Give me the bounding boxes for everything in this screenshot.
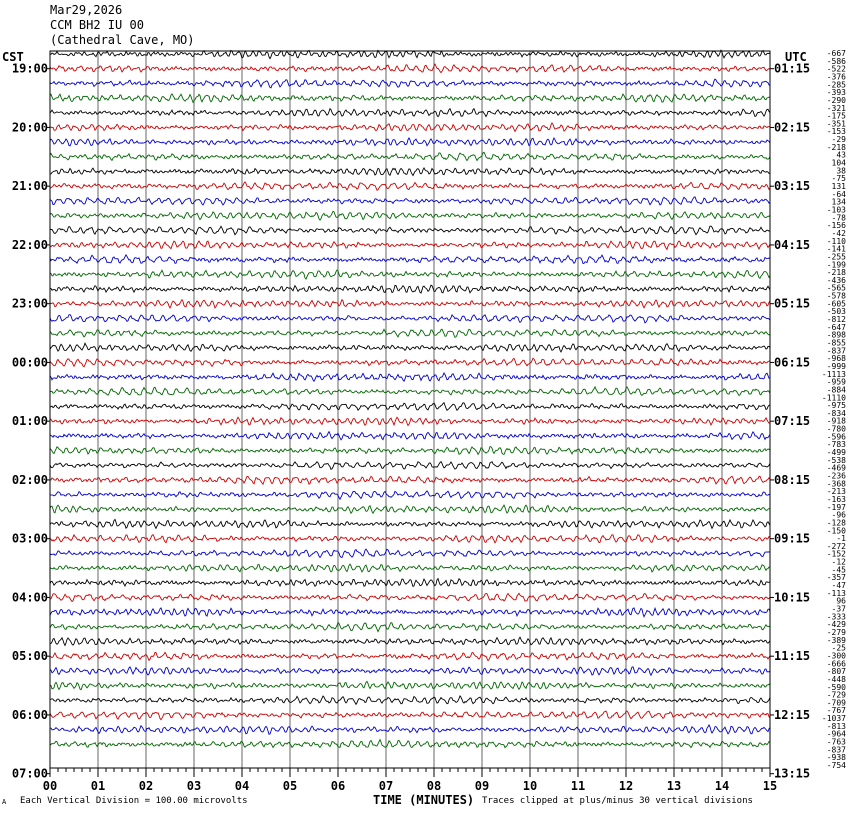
trace-mean-label: -1 bbox=[836, 534, 846, 544]
trace-mean-label: -898 bbox=[826, 330, 846, 340]
trace-mean-label: -290 bbox=[826, 95, 846, 105]
trace-mean-label: -357 bbox=[826, 573, 846, 583]
trace-mean-label: -96 bbox=[831, 510, 846, 520]
trace-row bbox=[50, 652, 770, 660]
left-hour-label: 21:00 bbox=[11, 179, 48, 194]
trace-mean-label: -975 bbox=[826, 401, 846, 411]
trace-mean-label: -763 bbox=[826, 737, 846, 747]
trace-mean-label: -538 bbox=[826, 455, 846, 465]
left-hour-label: 20:00 bbox=[11, 120, 48, 135]
x-axis-title: TIME (MINUTES) bbox=[373, 793, 475, 807]
trace-row bbox=[50, 285, 770, 293]
trace-row bbox=[50, 64, 770, 72]
trace-mean-label: -780 bbox=[826, 424, 846, 434]
trace-mean-label: -236 bbox=[826, 471, 846, 481]
trace-row bbox=[50, 696, 770, 704]
trace-mean-label: -767 bbox=[826, 706, 846, 716]
trace-mean-label: -855 bbox=[826, 338, 846, 348]
trace-mean-label: -37 bbox=[831, 604, 846, 614]
trace-row bbox=[50, 432, 770, 440]
clip-note: Traces clipped at plus/minus 30 vertical divisions bbox=[482, 796, 753, 806]
header-location: (Cathedral Cave, MO) bbox=[50, 33, 195, 47]
trace-row bbox=[50, 711, 770, 720]
right-hour-label: 04:15 bbox=[774, 237, 811, 252]
trace-row bbox=[50, 315, 770, 323]
trace-row bbox=[50, 270, 770, 279]
left-hour-label: 05:00 bbox=[11, 649, 48, 664]
trace-mean-label: -175 bbox=[826, 111, 846, 121]
trace-row bbox=[50, 197, 770, 205]
trace-mean-label: -64 bbox=[831, 189, 846, 199]
trace-mean-label: -578 bbox=[826, 291, 846, 301]
trace-mean-label: -376 bbox=[826, 72, 846, 82]
trace-row bbox=[50, 740, 770, 748]
trace-mean-label: -47 bbox=[831, 581, 846, 591]
trace-mean-label: -565 bbox=[826, 283, 846, 293]
trace-mean-label: -279 bbox=[826, 627, 846, 637]
right-hour-label: 10:15 bbox=[774, 590, 811, 605]
x-tick-label: 14 bbox=[714, 779, 730, 793]
trace-mean-label: -110 bbox=[826, 236, 846, 246]
trace-row bbox=[50, 519, 770, 528]
trace-mean-label: -128 bbox=[826, 518, 846, 528]
x-tick-label: 03 bbox=[186, 779, 202, 793]
trace-mean-label: -812 bbox=[826, 315, 846, 325]
trace-row bbox=[50, 329, 770, 337]
left-hour-label: 22:00 bbox=[11, 237, 48, 252]
trace-row bbox=[50, 681, 770, 689]
trace-mean-label: -218 bbox=[826, 142, 846, 152]
x-tick-label: 12 bbox=[618, 779, 634, 793]
right-hour-label: 05:15 bbox=[774, 296, 811, 311]
x-tick-label: 07 bbox=[378, 779, 394, 793]
trace-mean-label: -709 bbox=[826, 698, 846, 708]
trace-mean-label: -150 bbox=[826, 526, 846, 536]
seismic-traces bbox=[50, 50, 770, 747]
trace-row bbox=[50, 667, 770, 675]
trace-mean-label: -75 bbox=[831, 174, 846, 184]
trace-mean-label: -156 bbox=[826, 221, 846, 231]
trace-mean-label: -255 bbox=[826, 252, 846, 262]
trace-mean-label: -12 bbox=[831, 557, 846, 567]
left-time-axis bbox=[12, 62, 50, 814]
trace-row bbox=[50, 417, 770, 425]
trace-mean-label: -590 bbox=[826, 682, 846, 692]
trace-mean-label: -436 bbox=[826, 275, 846, 285]
x-tick-label: 08 bbox=[426, 779, 442, 793]
trace-mean-label: -968 bbox=[826, 354, 846, 364]
trace-mean-label: -666 bbox=[826, 659, 846, 669]
trace-mean-label: -103 bbox=[826, 205, 846, 215]
trace-mean-label: -448 bbox=[826, 674, 846, 684]
trace-mean-label: -605 bbox=[826, 299, 846, 309]
trace-mean-label: -813 bbox=[826, 721, 846, 731]
trace-mean-label: -218 bbox=[826, 268, 846, 278]
left-hour-label: 03:00 bbox=[11, 531, 48, 546]
trace-mean-label: -884 bbox=[826, 385, 846, 395]
x-tick-label: 05 bbox=[282, 779, 298, 793]
left-hour-label: 02:00 bbox=[11, 472, 48, 487]
x-tick-label: 06 bbox=[330, 779, 346, 793]
trace-mean-values bbox=[822, 49, 846, 770]
trace-row bbox=[50, 373, 770, 381]
time-grid bbox=[98, 51, 722, 768]
trace-mean-label: -999 bbox=[826, 361, 846, 371]
x-tick-label: 11 bbox=[570, 779, 586, 793]
trace-mean-label: -754 bbox=[826, 761, 846, 770]
trace-row bbox=[50, 50, 770, 58]
trace-mean-label: -503 bbox=[826, 307, 846, 317]
trace-mean-label: -163 bbox=[826, 494, 846, 504]
trace-row bbox=[50, 505, 770, 513]
plot-frame bbox=[50, 51, 770, 768]
trace-mean-label: -1037 bbox=[821, 714, 846, 724]
trace-row bbox=[50, 637, 770, 645]
trace-row bbox=[50, 622, 770, 631]
x-tick-label: 15 bbox=[762, 779, 778, 793]
trace-row bbox=[50, 535, 770, 543]
trace-mean-label: -837 bbox=[826, 745, 846, 755]
trace-row bbox=[50, 549, 770, 557]
left-hour-label: 23:00 bbox=[11, 296, 48, 311]
trace-row bbox=[50, 608, 770, 617]
trace-mean-label: -959 bbox=[826, 377, 846, 387]
trace-mean-label: -837 bbox=[826, 346, 846, 356]
trace-row bbox=[50, 138, 770, 146]
trace-mean-label: -351 bbox=[826, 119, 846, 129]
trace-row bbox=[50, 564, 770, 572]
trace-row bbox=[50, 123, 770, 131]
trace-row bbox=[50, 358, 770, 367]
trace-mean-label: -586 bbox=[826, 56, 846, 66]
trace-row bbox=[50, 447, 770, 455]
right-hour-label: 08:15 bbox=[774, 472, 811, 487]
right-hour-label: 13:15 bbox=[774, 766, 811, 781]
right-hour-label: 12:15 bbox=[774, 707, 811, 722]
trace-mean-label: -153 bbox=[826, 127, 846, 137]
left-hour-label: 06:00 bbox=[11, 707, 48, 722]
trace-mean-label: -333 bbox=[826, 612, 846, 622]
trace-mean-label: -647 bbox=[826, 322, 846, 332]
right-hour-label: 06:15 bbox=[774, 355, 811, 370]
left-hour-label: 19:00 bbox=[11, 61, 48, 76]
trace-row bbox=[50, 343, 770, 352]
trace-mean-label: -729 bbox=[826, 690, 846, 700]
trace-row bbox=[50, 462, 770, 470]
trace-mean-label: -667 bbox=[826, 49, 846, 58]
right-hour-label: 03:15 bbox=[774, 179, 811, 194]
right-time-axis bbox=[770, 62, 810, 814]
left-hour-label: 00:00 bbox=[11, 355, 48, 370]
trace-mean-label: -522 bbox=[826, 64, 846, 74]
trace-mean-label: -807 bbox=[826, 667, 846, 677]
trace-mean-label: 43 bbox=[836, 150, 846, 160]
trace-row bbox=[50, 300, 770, 308]
trace-mean-label: -783 bbox=[826, 440, 846, 450]
x-tick-label: 09 bbox=[474, 779, 490, 793]
trace-mean-label: -45 bbox=[831, 565, 846, 575]
trace-mean-label: 134 bbox=[831, 197, 846, 207]
x-tick-label: 10 bbox=[522, 779, 538, 793]
trace-row bbox=[50, 79, 770, 88]
division-note: Each Vertical Division = 100.00 microvolts bbox=[20, 796, 248, 806]
trace-row bbox=[50, 593, 770, 601]
x-tick-label: 02 bbox=[138, 779, 154, 793]
header-station: CCM BH2 IU 00 bbox=[50, 18, 144, 32]
trace-row bbox=[50, 152, 770, 160]
trace-mean-label: 131 bbox=[831, 182, 846, 192]
trace-mean-label: -389 bbox=[826, 635, 846, 645]
trace-row bbox=[50, 94, 770, 102]
left-hour-label: 04:00 bbox=[11, 590, 48, 605]
trace-row bbox=[50, 168, 770, 176]
trace-row bbox=[50, 725, 770, 734]
trace-mean-label: -834 bbox=[826, 408, 846, 418]
trace-row bbox=[50, 387, 770, 396]
trace-row bbox=[50, 109, 770, 117]
trace-row bbox=[50, 579, 770, 587]
right-hour-label: 01:15 bbox=[774, 61, 811, 76]
trace-mean-label: -499 bbox=[826, 448, 846, 458]
right-hour-label: 09:15 bbox=[774, 531, 811, 546]
trace-mean-label: 38 bbox=[836, 166, 846, 176]
trace-row bbox=[50, 226, 770, 235]
trace-mean-label: -272 bbox=[826, 541, 846, 551]
trace-mean-label: -29 bbox=[831, 135, 846, 145]
trace-mean-label: -300 bbox=[826, 651, 846, 661]
header-date: Mar29,2026 bbox=[50, 3, 123, 17]
right-hour-label: 02:15 bbox=[774, 120, 811, 135]
trace-row bbox=[50, 255, 770, 264]
trace-row bbox=[50, 476, 770, 484]
trace-mean-label: -197 bbox=[826, 502, 846, 512]
trace-mean-label: -285 bbox=[826, 80, 846, 90]
trace-mean-label: -321 bbox=[826, 103, 846, 113]
trace-row bbox=[50, 211, 770, 220]
trace-row bbox=[50, 182, 770, 190]
trace-mean-label: 104 bbox=[831, 158, 846, 168]
trace-mean-label: -938 bbox=[826, 753, 846, 763]
left-hour-label: 07:00 bbox=[11, 766, 48, 781]
right-timezone-label: UTC bbox=[785, 50, 807, 64]
trace-mean-label: -393 bbox=[826, 88, 846, 98]
trace-mean-label: -918 bbox=[826, 416, 846, 426]
trace-row bbox=[50, 241, 770, 249]
trace-mean-label: -113 bbox=[826, 588, 846, 598]
left-hour-label: 01:00 bbox=[11, 414, 48, 429]
right-hour-label: 11:15 bbox=[774, 649, 811, 664]
x-tick-label: 01 bbox=[90, 779, 106, 793]
trace-mean-label: -152 bbox=[826, 549, 846, 559]
trace-mean-label: -964 bbox=[826, 729, 846, 739]
trace-row bbox=[50, 491, 770, 499]
trace-mean-label: -213 bbox=[826, 487, 846, 497]
trace-mean-label: -78 bbox=[831, 213, 846, 223]
right-hour-label: 07:15 bbox=[774, 414, 811, 429]
trace-row bbox=[50, 403, 770, 411]
trace-mean-label: -42 bbox=[831, 228, 846, 238]
x-axis bbox=[43, 768, 777, 793]
trace-mean-label: -141 bbox=[826, 244, 846, 254]
x-tick-label: 00 bbox=[42, 779, 58, 793]
trace-mean-label: -368 bbox=[826, 479, 846, 489]
x-tick-label: 04 bbox=[234, 779, 250, 793]
footer-mark: A bbox=[2, 798, 7, 806]
left-timezone-label: CST bbox=[2, 50, 24, 64]
trace-mean-label: -429 bbox=[826, 620, 846, 630]
trace-mean-label: 96 bbox=[836, 596, 846, 606]
trace-mean-label: -1113 bbox=[821, 369, 846, 379]
trace-mean-label: -25 bbox=[831, 643, 846, 653]
trace-mean-label: -199 bbox=[826, 260, 846, 270]
trace-mean-label: -1110 bbox=[821, 393, 846, 403]
trace-mean-label: -469 bbox=[826, 463, 846, 473]
trace-mean-label: -596 bbox=[826, 432, 846, 442]
x-tick-label: 13 bbox=[666, 779, 682, 793]
